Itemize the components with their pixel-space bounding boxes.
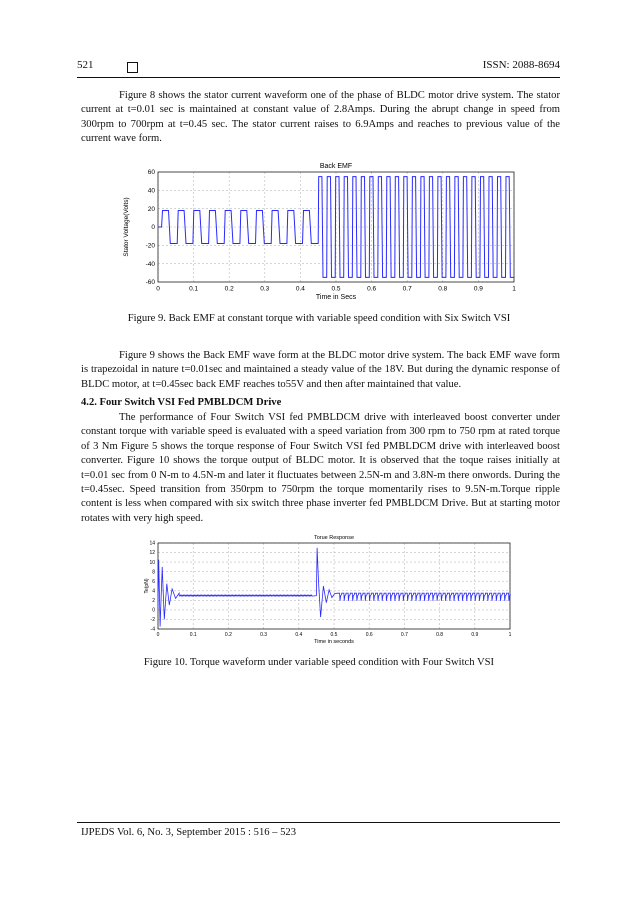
x-tick-label: 0.8 — [438, 285, 448, 293]
y-tick-label: -2 — [150, 617, 155, 624]
x-axis-label: Time in seconds — [314, 639, 354, 645]
figure-9 — [120, 158, 530, 302]
y-tick-label: -40 — [145, 260, 155, 268]
x-tick-label: 0.9 — [471, 632, 479, 638]
y-tick-label: 12 — [149, 550, 155, 557]
paragraph-fig8: Figure 8 shows the stator current waveform one of the phase of BLDC motor drive system. The stator current at t=0.01 sec is maintained at constant value of 2.8Amps. During the abrupt change in speed from 300rpm to 700rpm at t=0.45 sec. The stator current raises to 6.9Amps and reaches to previous value of the current wave form. — [81, 90, 560, 145]
paragraph-fig9: Figure 9 shows the Back EMF wave form at the BLDC motor drive system. The back EMF wave form is trapezoidal in nature t=0.01sec and maintained a steady value of the 18V. But during the dynamic response of BLDC motor, at t=0.45sec back EMF reaches to55V and then after maintained that value. — [81, 350, 560, 390]
x-tick-label: 0.8 — [436, 632, 444, 638]
x-tick-label: 0.3 — [260, 285, 270, 293]
x-tick-label: 0.3 — [260, 632, 268, 638]
y-tick-label: 0 — [151, 224, 155, 232]
x-tick-label: 0 — [156, 632, 160, 638]
x-tick-label: 0.2 — [224, 632, 232, 638]
y-axis-label: Te(pN) — [144, 578, 150, 594]
series-line-torque — [158, 548, 511, 627]
page-footer: IJPEDS Vol. 6, No. 3, September 2015 : 516 – 523 — [81, 827, 297, 838]
y-tick-label: 20 — [147, 205, 155, 213]
y-tick-label: 60 — [147, 169, 155, 177]
x-tick-label: 0.7 — [402, 285, 412, 293]
torque-chart — [140, 535, 520, 645]
y-tick-label: 40 — [147, 187, 155, 195]
y-tick-label: 0 — [152, 607, 155, 614]
paragraph-four-switch: The performance of Four Switch VSI fed PMBLDCM drive with interleaved boost converter under constant torque with variable speed is evaluated with a speed variation from 300 rpm to 750 rpm at rated torque of 3 Nm Figure 5 shows the torque response of Four Switch VSI fed PMBLDCM drive with interleaved boost converter. Figure 10 shows the torque output of BLDC motor. It is observed that the toque raises initially at t=0.01 sec from 0 N-m to 4.5N-m and later it fluctuates between 2.5N-m and 3.8N-m there onwords. During the t=0.45sec. Speed transition from 350rpm to 750rpm the torque momentarily rises to 9.5N-m.Torque ripple content is less when compared with six switch three phase inverter fed PMBLDCM Drive. But at starting motor rotates with very high speed. — [81, 412, 560, 524]
x-tick-label: 0 — [156, 285, 160, 293]
y-axis-label: Stator Voltage(Volts) — [123, 197, 130, 257]
issn-label: ISSN: 2088-8694 — [482, 59, 560, 71]
y-tick-label: -4 — [150, 626, 155, 633]
y-tick-label: 6 — [152, 578, 155, 585]
y-tick-label: 4 — [152, 588, 155, 595]
back-emf-chart — [120, 158, 530, 302]
y-tick-label: 10 — [149, 559, 155, 566]
x-tick-label: 0.2 — [224, 285, 234, 293]
y-tick-label: 14 — [149, 540, 155, 547]
page-number: 521 — [77, 59, 94, 71]
chart-title: Torue Response — [313, 535, 355, 541]
x-tick-label: 0.6 — [365, 632, 373, 638]
x-tick-label: 0.4 — [295, 285, 305, 293]
x-tick-label: 0.5 — [331, 285, 341, 293]
x-tick-label: 0.7 — [400, 632, 408, 638]
figure-10 — [140, 535, 520, 645]
x-tick-label: 0.4 — [295, 632, 303, 638]
chart-title: Back EMF — [319, 163, 353, 170]
section-heading: 4.2. Four Switch VSI Fed PMBLDCM Drive — [81, 397, 282, 408]
x-tick-label: 1 — [512, 285, 516, 293]
page-header — [77, 59, 560, 77]
y-tick-label: -20 — [145, 242, 155, 250]
footer-rule — [77, 822, 560, 823]
caption-figure-10: Figure 10. Torque waveform under variable speed condition with Four Switch VSI — [143, 657, 495, 668]
y-tick-label: 8 — [152, 569, 155, 576]
x-tick-label: 0.1 — [189, 632, 197, 638]
x-tick-label: 1 — [508, 632, 512, 638]
checkbox-glyph-icon — [127, 62, 138, 73]
y-tick-label: -60 — [145, 279, 155, 287]
x-tick-label: 0.9 — [473, 285, 483, 293]
x-axis-label: Time in Secs — [315, 294, 357, 301]
caption-figure-9: Figure 9. Back EMF at constant torque with variable speed condition with Six Switch VSI — [127, 313, 511, 324]
x-tick-label: 0.6 — [367, 285, 377, 293]
y-tick-label: 2 — [152, 598, 155, 604]
x-tick-label: 0.1 — [189, 285, 199, 293]
header-rule — [77, 77, 560, 78]
x-tick-label: 0.5 — [330, 632, 338, 638]
